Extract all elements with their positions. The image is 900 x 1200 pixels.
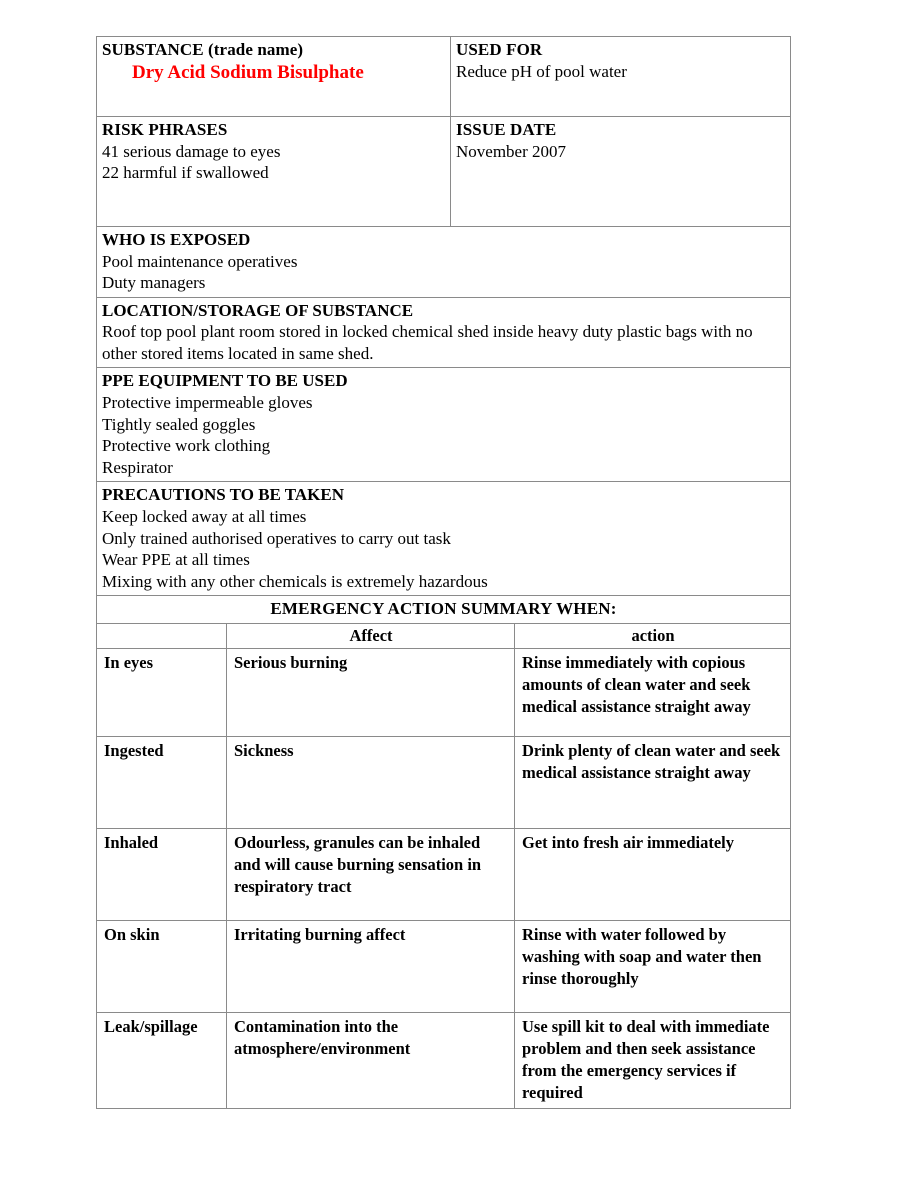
section-line: Wear PPE at all times	[102, 550, 250, 570]
section-line: Pool maintenance operatives	[102, 251, 298, 271]
emergency-affect: Contamination into the atmosphere/environment	[227, 1012, 515, 1108]
emergency-affect: Serious burning	[227, 648, 515, 736]
section-line: Mixing with any other chemicals is extremely hazardous	[102, 571, 488, 591]
emergency-when: Ingested	[97, 736, 227, 828]
table-row	[97, 368, 791, 482]
table-row	[97, 596, 791, 624]
substance-name: Dry Acid Sodium Bisulphate	[132, 61, 364, 83]
emergency-action: Use spill kit to deal with immediate problem and then seek assistance from the emergency services if required	[515, 1012, 791, 1108]
section-who-is-exposed	[97, 227, 791, 298]
section-line: Tightly sealed goggles	[102, 414, 256, 434]
emergency-action: Get into fresh air immediately	[515, 828, 791, 920]
header-info-table	[96, 36, 791, 227]
emergency-when: On skin	[97, 920, 227, 1012]
emergency-summary-title: EMERGENCY ACTION SUMMARY WHEN:	[97, 596, 791, 624]
used-for-value: Reduce pH of pool water	[456, 61, 627, 81]
table-row	[97, 297, 791, 368]
emergency-col-affect: Affect	[227, 623, 515, 648]
section-line: Protective impermeable gloves	[102, 393, 313, 413]
substance-heading: SUBSTANCE (trade name)	[102, 40, 304, 59]
risk-phrases-heading: RISK PHRASES	[102, 120, 228, 139]
emergency-when: Inhaled	[97, 828, 227, 920]
issue-date-cell	[451, 117, 791, 227]
table-row	[97, 1012, 791, 1108]
table-row	[97, 648, 791, 736]
emergency-action-table	[96, 623, 791, 1109]
emergency-when: Leak/spillage	[97, 1012, 227, 1108]
section-heading: PRECAUTIONS TO BE TAKEN	[102, 485, 345, 505]
emergency-action: Rinse with water followed by washing with soap and water then rinse thoroughly	[515, 920, 791, 1012]
emergency-affect: Odourless, granules can be inhaled and will cause burning sensation in respiratory tract	[227, 828, 515, 920]
emergency-col-blank	[97, 623, 227, 648]
emergency-affect: Irritating burning affect	[227, 920, 515, 1012]
section-heading: WHO IS EXPOSED	[102, 230, 251, 249]
table-row	[97, 117, 791, 227]
section-line: Only trained authorised operatives to carry out task	[102, 528, 451, 548]
table-row	[97, 736, 791, 828]
risk-phrase-line: 41 serious damage to eyes	[102, 141, 281, 161]
section-line: Duty managers	[102, 273, 206, 293]
section-ppe-equipment	[97, 368, 791, 482]
emergency-col-action: action	[515, 623, 791, 648]
emergency-action: Rinse immediately with copious amounts of clean water and seek medical assistance straight away	[515, 648, 791, 736]
issue-date-value: November 2007	[456, 141, 567, 161]
table-row	[97, 482, 791, 596]
section-heading: LOCATION/STORAGE OF SUBSTANCE	[102, 300, 414, 320]
used-for-cell	[451, 37, 791, 117]
section-line: Keep locked away at all times	[102, 506, 307, 526]
used-for-heading: USED FOR	[456, 40, 543, 59]
table-row	[97, 37, 791, 117]
emergency-affect: Sickness	[227, 736, 515, 828]
risk-phrases-cell	[97, 117, 451, 227]
emergency-when: In eyes	[97, 648, 227, 736]
section-precautions	[97, 482, 791, 596]
section-line: Respirator	[102, 457, 173, 477]
section-line: Protective work clothing	[102, 436, 271, 456]
table-row	[97, 828, 791, 920]
sections-table	[96, 226, 791, 624]
table-row	[97, 920, 791, 1012]
section-location-storage	[97, 297, 791, 368]
section-line: Roof top pool plant room stored in locked chemical shed inside heavy duty plastic bags with no other stored items located in same shed.	[102, 322, 753, 363]
emergency-action: Drink plenty of clean water and seek medical assistance straight away	[515, 736, 791, 828]
safety-data-sheet	[96, 36, 790, 1109]
emergency-header-row	[97, 623, 791, 648]
risk-phrase-line: 22 harmful if swallowed	[102, 163, 269, 183]
section-heading: PPE EQUIPMENT TO BE USED	[102, 371, 348, 391]
issue-date-heading: ISSUE DATE	[456, 120, 557, 139]
substance-cell	[97, 37, 451, 117]
table-row	[97, 227, 791, 298]
